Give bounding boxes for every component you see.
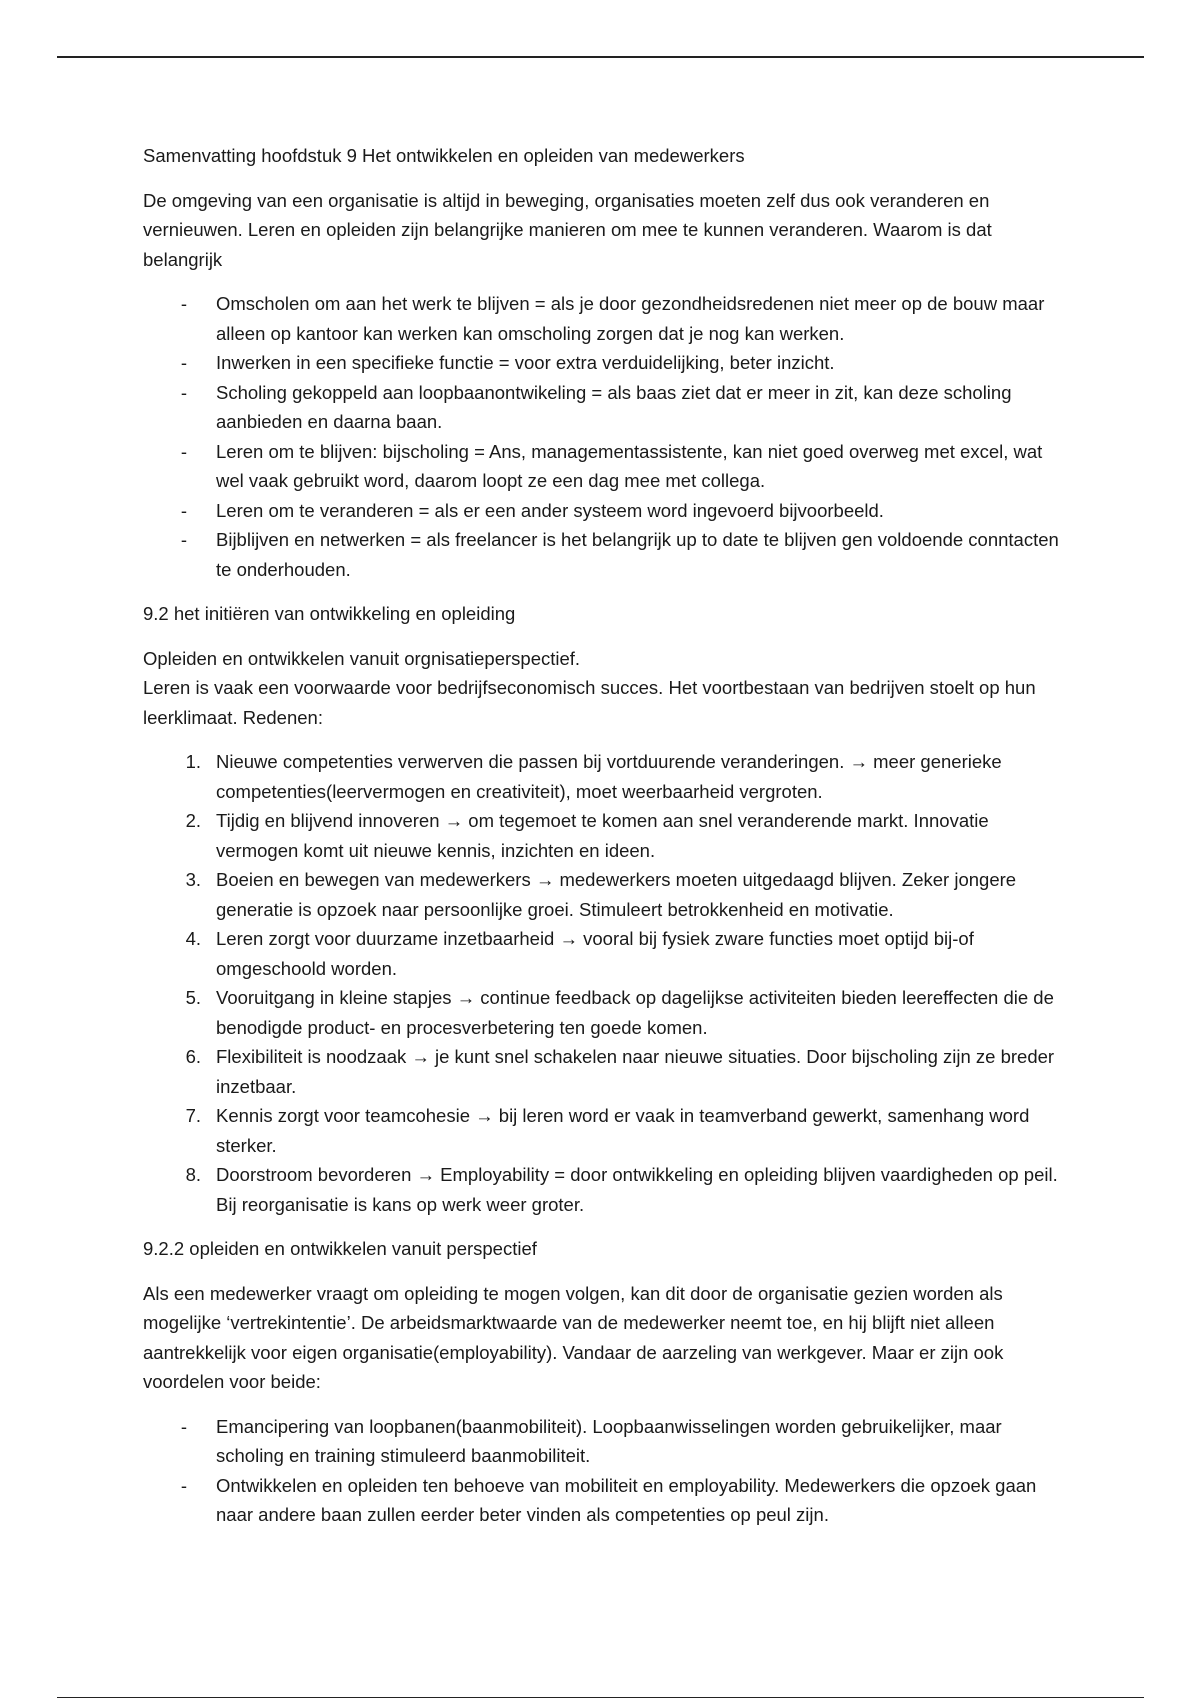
section-heading-9-2-2: 9.2.2 opleiden en ontwikkelen vanuit perspectief bbox=[143, 1238, 537, 1259]
document-title: Samenvatting hoofdstuk 9 Het ontwikkelen en opleiden van medewerkers bbox=[143, 145, 745, 166]
benefits-list bbox=[143, 1412, 1068, 1530]
dash-marker: - bbox=[180, 1474, 187, 1496]
dash-marker: - bbox=[180, 440, 187, 462]
list-item: 4. Leren zorgt voor duurzame inzetbaarheid → vooral bij fysiek zware functies moet optijd bij-of omgeschoold worden. bbox=[143, 924, 1068, 983]
number-marker: 3. bbox=[185, 869, 201, 890]
dash-marker: - bbox=[180, 352, 187, 373]
success-paragraph: Leren is vaak een voorwaarde voor bedrijfseconomisch succes. Het voortbestaan van bedrijven stoelt op hun leerklimaat. Redenen: bbox=[143, 677, 1036, 728]
list-item: - Bijblijven en netwerken = als freelancer is het belangrijk up to date te blijven gen voldoende conntacten te onderhouden. bbox=[143, 525, 1068, 584]
number-marker: 7. bbox=[185, 1105, 201, 1126]
document-body bbox=[143, 141, 1068, 1545]
number-marker: 4. bbox=[185, 928, 201, 949]
list-item: - Scholing gekoppeld aan loopbaanontwikeling = als baas ziet dat er meer in zit, kan deze scholing aanbieden en daarna baan. bbox=[143, 378, 1068, 437]
subheading-line: Opleiden en ontwikkelen vanuit orgnisatieperspectief. bbox=[143, 647, 581, 669]
list-item: 5. Vooruitgang in kleine stapjes → continue feedback op dagelijkse activiteiten bieden leereffecten die de benodigde product- en procesverbetering ten goede komen. bbox=[143, 983, 1068, 1042]
list-item: 2. Tijdig en blijvend innoveren → om tegemoet te komen aan snel veranderende markt. Innovatie vermogen komt uit nieuwe kennis, inzichten en ideen. bbox=[143, 806, 1068, 865]
list-item: - Emancipering van loopbanen(baanmobiliteit). Loopbaanwisselingen worden gebruikelijker, maar scholing en training stimuleerd baanmobiliteit. bbox=[143, 1412, 1068, 1471]
dash-marker: - bbox=[180, 529, 187, 550]
employability-paragraph: Als een medewerker vraagt om opleiding te mogen volgen, kan dit door de organisatie gezien worden als mogelijke ‘vertrekintentie’. De arbeidsmarktwaarde van de medewerker neemt toe, en hij blijft niet alleen aantrekkelijk voor eigen organisatie(employability). Vandaar de aarzeling van werkgever. Maar er zijn ook voordelen voor beide: bbox=[143, 1282, 1004, 1392]
list-item: - Inwerken in een specifieke functie = voor extra verduidelijking, beter inzicht. bbox=[143, 348, 1068, 378]
list-item: 3. Boeien en bewegen van medewerkers → medewerkers moeten uitgedaagd blijven. Zeker jongere generatie is opzoek naar persoonlijke groei. Stimuleert betrokkenheid en motivatie. bbox=[143, 865, 1068, 924]
dash-marker: - bbox=[180, 381, 187, 403]
list-item: - Leren om te blijven: bijscholing = Ans, managementassistente, kan niet goed overweg met excel, wat wel vaak gebruikt word, daarom loopt ze een dag mee met collega. bbox=[143, 437, 1068, 496]
number-marker: 8. bbox=[185, 1164, 201, 1185]
dash-marker: - bbox=[180, 1415, 187, 1437]
list-item: 1. Nieuwe competenties verwerven die passen bij vortduurende veranderingen. → meer generieke competenties(leervermogen en creativiteit), moet weerbaarheid vergroten. bbox=[143, 747, 1068, 806]
number-marker: 5. bbox=[185, 987, 201, 1008]
dash-marker: - bbox=[180, 499, 187, 521]
list-item: - Omscholen om aan het werk te blijven = als je door gezondheidsredenen niet meer op de bouw maar alleen op kantoor kan werken kan omscholing zorgen dat je nog kan werken. bbox=[143, 289, 1068, 348]
list-item: 6. Flexibiliteit is noodzaak → je kunt snel schakelen naar nieuwe situaties. Door bijscholing zijn ze breder inzetbaar. bbox=[143, 1042, 1068, 1101]
footer-rule bbox=[57, 1697, 1144, 1698]
list-item: 7. Kennis zorgt voor teamcohesie → bij leren word er vaak in teamverband gewerkt, samenhang word sterker. bbox=[143, 1101, 1068, 1160]
intro-paragraph: De omgeving van een organisatie is altijd in beweging, organisaties moeten zelf dus ook veranderen en vernieuwen. Leren en opleiden zijn belangrijke manieren om mee te kunnen veranderen. Waarom is dat belangrijk bbox=[143, 189, 992, 270]
number-marker: 6. bbox=[185, 1046, 201, 1067]
number-marker: 1. bbox=[185, 751, 201, 772]
number-marker: 2. bbox=[185, 810, 201, 831]
list-item: 8. Doorstroom bevorderen → Employability = door ontwikkeling en opleiding blijven vaardigheden op peil. Bij reorganisatie is kans op werk weer groter. bbox=[143, 1160, 1068, 1219]
numbered-reasons-list bbox=[143, 747, 1068, 1219]
dash-marker: - bbox=[180, 293, 187, 314]
list-item: - Leren om te veranderen = als er een ander systeem word ingevoerd bijvoorbeeld. bbox=[143, 496, 1068, 526]
reasons-list bbox=[143, 289, 1068, 584]
header-rule bbox=[57, 56, 1144, 58]
list-item: - Ontwikkelen en opleiden ten behoeve van mobiliteit en employability. Medewerkers die opzoek gaan naar andere baan zullen eerder beter vinden als competenties op peul zijn. bbox=[143, 1471, 1068, 1530]
section-heading-9-2: 9.2 het initiëren van ontwikkeling en opleiding bbox=[143, 603, 516, 624]
